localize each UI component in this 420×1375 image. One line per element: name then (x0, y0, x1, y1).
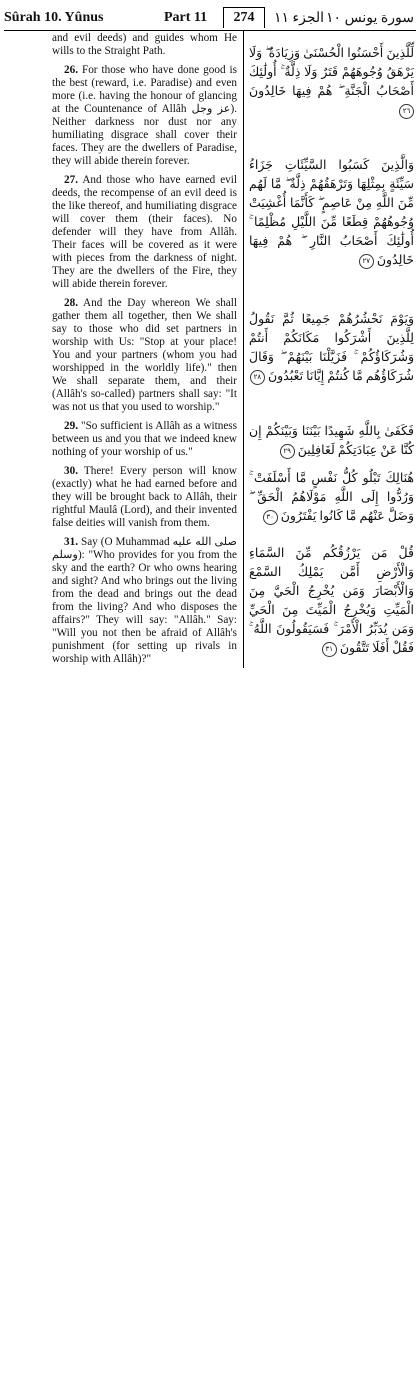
verse-text: "So sufficient is Allâh as a witness between us and you that we indeed knew nothing of your worship of us." (52, 420, 238, 458)
verse-text: For those who have done good is the best (reward, i.e. Paradise) and even more (i.e. having the honour of glancing at the Countenance of Allâh عز وجل). Neither darkness nor dust nor any humiliating disgrace shall cover their faces. They are the dwellers of Paradise, they will abide therein forever. (52, 64, 237, 167)
verse-number: 30. (64, 465, 78, 477)
verse-number: 31. (64, 536, 78, 548)
arabic-verse-27 (249, 156, 414, 270)
verse-27 (52, 174, 237, 291)
arabic-verse-29 (249, 422, 414, 460)
part-label: Part 11 (164, 10, 208, 25)
arabic-verse-text: وَالَّذِينَ كَسَبُوا السَّيِّئَاتِ جَزَاءُ سَيِّئَةٍ بِمِثْلِهَا وَتَرْهَقُهُمْ ذِلَّةٌ ۖ مَّا لَهُم مِّنَ اللَّهِ مِنْ عَاصِمٍ ۖ كَأَنَّمَا أُغْشِيَتْ وُجُوهُهُمْ قِطَعًا مِّنَ اللَّيْلِ مُظْلِمًا ۚ أُولَٰئِكَ أَصْحَابُ النَّارِ ۖ هُمْ فِيهَا خَالِدُونَ (249, 158, 414, 267)
header-rule (4, 30, 416, 31)
verse-28 (52, 297, 237, 414)
arabic-verse-text: وَيَوْمَ نَحْشُرُهُمْ جَمِيعًا ثُمَّ نَقُولُ لِلَّذِينَ أَشْرَكُوا مَكَانَكُمْ أَنتُمْ وَشُرَكَاؤُكُمْ ۚ فَزَيَّلْنَا بَيْنَهُمْ ۖ وَقَالَ شُرَكَاؤُهُم مَّا كُنتُمْ إِيَّانَا تَعْبُدُونَ (249, 312, 414, 383)
verse-number: 27. (64, 174, 78, 186)
verse-text: And the Day whereon We shall gather them all together, then We shall say to those who did set partners in worship with Us: "Stop at your place! You and your partners (whom you had worshipped in the worldly life)." then We shall separate them, and their (Allâh's so-called) partners shall say: "It was not us that you used to worship." (52, 297, 237, 413)
verse-text: Say (O Muhammad صلى الله عليه وسلم): "Who provides for you from the sky and the earth? Or who owns hearing and sight? And who brings out the living from the dead and brings out the dead from the living? And who disposes the affairs?" They will say: "Allâh." Say: "Will you not then be afraid of Allâh's punishment (for setting up rivals in worship with Allâh)?" (52, 536, 238, 665)
arabic-verse-text: هُنَالِكَ تَبْلُو كُلُّ نَفْسٍ مَّا أَسْلَفَتْ ۚ وَرُدُّوا إِلَى اللَّهِ مَوْلَاهُمُ الْحَقِّ ۖ وَضَلَّ عَنْهُم مَّا كَانُوا يَفْتَرُونَ (249, 471, 414, 523)
surah-title: Sûrah 10. Yûnus (4, 10, 104, 25)
verse-30 (52, 465, 237, 530)
verse-end-marker: ٢٧ (359, 254, 374, 269)
verse-end-marker: ٢٨ (250, 370, 265, 385)
english-translation-column (52, 32, 237, 672)
arabic-verse-text: فَكَفَىٰ بِاللَّهِ شَهِيدًا بَيْنَنَا وَبَيْنَكُمْ إِن كُنَّا عَنْ عِبَادَتِكُمْ لَغَافِلِينَ (249, 424, 414, 457)
arabic-verse-28 (249, 310, 414, 386)
verse-end-marker: ٢٩ (280, 444, 295, 459)
verse-29 (52, 420, 237, 459)
arabic-verse-text: قُلْ مَن يَرْزُقُكُم مِّنَ السَّمَاءِ وَالْأَرْضِ أَمَّن يَمْلِكُ السَّمْعَ وَالْأَبْصَارَ وَمَن يُخْرِجُ الْحَيَّ مِنَ الْمَيِّتِ وَيُخْرِجُ الْمَيِّتَ مِنَ الْحَيِّ وَمَن يُدَبِّرُ الْأَمْرَ ۚ فَسَيَقُولُونَ اللَّهُ ۚ فَقُلْ أَفَلَا تَتَّقُونَ (249, 546, 414, 655)
verse-number: 26. (64, 64, 78, 76)
verse-26 (52, 64, 237, 168)
verse-end-marker: ٢٦ (399, 104, 414, 119)
arabic-verse-text: لِّلَّذِينَ أَحْسَنُوا الْحُسْنَىٰ وَزِيَادَةٌ ۖ وَلَا يَرْهَقُ وُجُوهَهُمْ قَتَرٌ وَلَا ذِلَّةٌ ۚ أُولَٰئِكَ أَصْحَابُ الْجَنَّةِ ۖ هُمْ فِيهَا خَالِدُونَ (249, 46, 414, 98)
column-divider (243, 31, 244, 668)
arabic-verse-30 (249, 469, 414, 526)
verse-end-marker: ٣٠ (263, 510, 278, 525)
verse-text: There! Every person will know (exactly) what he had earned before and they will be brought back to Allâh, their rightful Maulâ (Lord), and their invented false deities will vanish from them. (52, 465, 237, 529)
verse-number: 28. (64, 297, 78, 309)
verse-number: 29. (64, 420, 78, 432)
surah-title-arabic: سورة يونس ١٠ (326, 11, 414, 26)
intro-text: and evil deeds) and guides whom He wills to the Straight Path. (52, 32, 237, 57)
page-header (4, 6, 416, 30)
arabic-verse-26 (249, 44, 414, 120)
arabic-verse-31 (249, 544, 414, 658)
verse-31 (52, 536, 237, 666)
page-number: 274 (223, 7, 265, 28)
juz-label-arabic: الجزء ١١ (274, 11, 325, 26)
verse-end-marker: ٣١ (322, 642, 337, 657)
verse-text: And those who have earned evil deeds, the recompense of an evil deed is the like thereof, and humiliating disgrace will cover them (their faces). No defender will they have from Allâh. Their faces will be covered as it were with pieces from the darkness of night. They are the dwellers of the Fire, they will abide therein forever. (52, 174, 237, 290)
